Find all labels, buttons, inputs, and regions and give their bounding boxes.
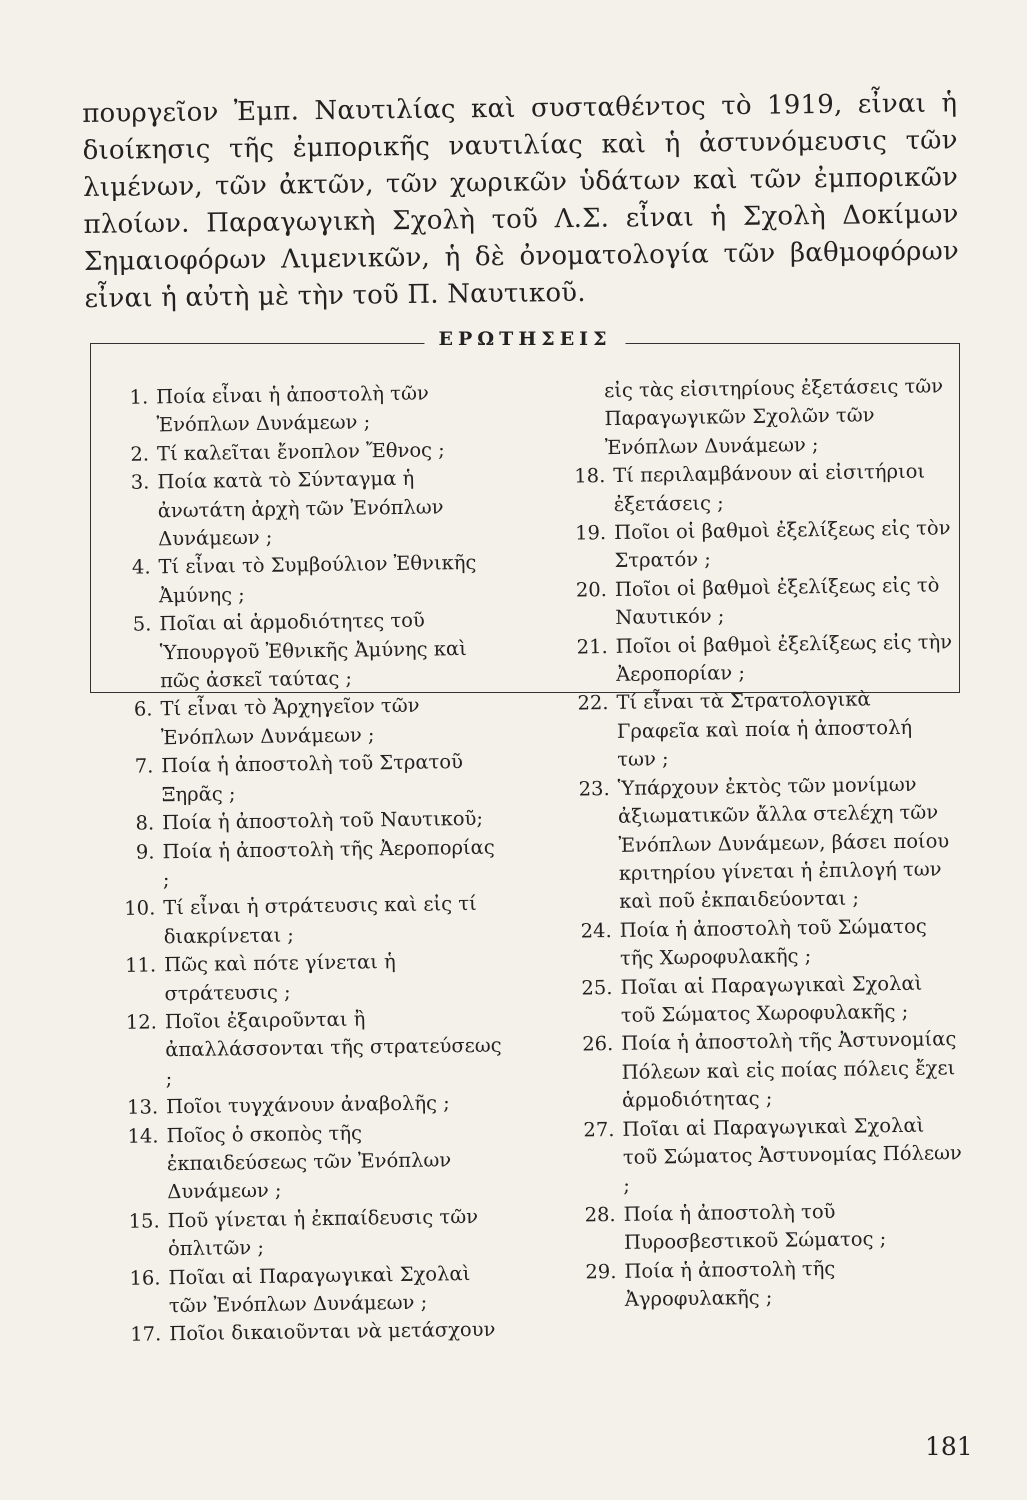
intro-paragraph: πουργεῖον Ἐμπ. Ναυτιλίας καὶ συσταθέντος τὸ 1919, εἶναι ἡ διοίκησις τῆς ἐμπορικῆς ναυτιλίας καὶ ἡ ἀστυνόμευσις τῶν λιμένων, τῶν ἀκτῶν, τῶν χωρικῶν ὑδάτων καὶ τῶν ἐμπορικῶν πλοίων. Παραγωγικὴ Σχολὴ τοῦ Λ.Σ. εἶναι ἡ Σχολὴ Δοκίμων Σημαιοφόρων Λιμενικῶν, ἡ δὲ ὀνοματολογία τῶν βαθμοφόρων εἶναι ἡ αὐτὴ μὲ τὴν τοῦ Π. Ναυτικοῦ.	[82, 88, 960, 314]
question-item	[116, 947, 502, 1009]
question-text: Τί καλεῖται ἔνοπλον Ἔθνος ;	[156, 438, 445, 466]
question-item	[564, 969, 960, 1031]
question-text: Ποία ἡ ἀποστολὴ τοῦ Στρατοῦ Ξηρᾶς ;	[161, 750, 464, 806]
questions-left-column	[108, 379, 506, 1350]
question-item	[567, 1196, 963, 1258]
question-item	[117, 1004, 503, 1095]
question-item	[559, 571, 955, 633]
question-number: 3.	[130, 470, 150, 494]
question-number: 1.	[129, 385, 149, 409]
question-number: 11.	[124, 953, 157, 977]
questions-title: ΕΡΩΤΗΣΕΙΣ	[424, 328, 625, 350]
question-17-continuation: εἰς τὰς εἰσιτηρίους ἐξετάσεις τῶν Παραγωγικῶν Σχολῶν τῶν Ἐνόπλων Δυνάμεων ;	[603, 374, 944, 459]
question-number: 25.	[581, 975, 613, 999]
question-item	[121, 1316, 506, 1350]
question-number: 9.	[135, 839, 155, 864]
question-text: Πῶς καὶ πότε γίνεται ἡ στράτευσις ;	[163, 950, 396, 1005]
question-number: 15.	[128, 1209, 160, 1233]
question-text: Ποία ἡ ἀποστολὴ τοῦ Ναυτικοῦ;	[161, 806, 484, 835]
question-number: 2.	[130, 442, 150, 466]
question-text: Τί εἶναι τὸ Ἀρχηγεῖον τῶν Ἐνόπλων Δυνάμεων ;	[160, 694, 420, 750]
question-text: Τί εἶναι τὰ Στρατολογικὰ Γραφεῖα καὶ ποία ἡ ἀποστολή των ;	[616, 687, 913, 772]
question-text: Ποῖαι αἱ ἁρμοδιότητες τοῦ Ὑπουργοῦ Ἐθνικῆς Ἀμύνης καὶ πῶς ἀσκεῖ ταύτας ;	[159, 608, 467, 693]
question-item	[557, 457, 953, 519]
question-text: Ποῖαι αἱ Παραγωγικαὶ Σχολαὶ τῶν Ἐνόπλων Δυνάμεων ;	[168, 1261, 471, 1318]
question-number: 13.	[126, 1095, 159, 1119]
question-text: Τί εἶναι ἡ στράτευσις καὶ εἰς τί διακρίνεται ;	[163, 892, 477, 948]
question-item	[568, 1253, 964, 1315]
question-item	[114, 833, 500, 895]
question-number: 19.	[574, 521, 607, 545]
question-item	[562, 770, 959, 918]
question-item	[109, 464, 495, 555]
question-item	[118, 1117, 504, 1208]
question-text: Ποῖοι οἱ βαθμοὶ ἐξελίξεως εἰς τὸν Στρατόν ;	[613, 516, 951, 573]
question-item	[558, 514, 954, 576]
question-number: 8.	[135, 811, 155, 835]
question-number: 20.	[575, 577, 608, 602]
question-text: Ποῖοι δικαιοῦνται νὰ μετάσχουν	[169, 1318, 496, 1346]
question-number: 7.	[134, 754, 154, 778]
question-number: 10.	[124, 896, 156, 921]
question-text: Τί εἶναι τὸ Συμβούλιον Ἐθνικῆς Ἀμύνης ;	[158, 551, 477, 608]
questions-right-column	[556, 372, 964, 1315]
question-number: 12.	[125, 1010, 158, 1034]
question-item	[108, 379, 494, 441]
question-item	[112, 691, 498, 753]
question-item	[565, 1026, 961, 1117]
question-number: 4.	[131, 555, 151, 580]
question-item	[563, 912, 959, 974]
question-text: Ποία ἡ ἀποστολὴ τοῦ Πυροσβεστικοῦ Σώματος ;	[623, 1199, 887, 1255]
question-number: 6.	[133, 697, 153, 722]
question-number: 14.	[127, 1123, 159, 1148]
question-number: 18.	[574, 464, 606, 488]
question-text: Ποῖοι οἱ βαθμοὶ ἐξελίξεως εἰς τὴν Ἀεροπορίαν ;	[615, 629, 953, 686]
question-text: Ποῖος ὁ σκοπὸς τῆς ἐκπαιδεύσεως τῶν Ἐνόπλων Δυνάμεων ;	[166, 1121, 452, 1204]
question-number: 29.	[585, 1259, 617, 1284]
question-number: 5.	[132, 612, 152, 636]
question-text: Ποία κατὰ τὸ Σύνταγμα ἡ ἀνωτάτη ἀρχὴ τῶν Ἐνόπλων Δυνάμεων ;	[157, 466, 444, 551]
question-text: Ποία εἶναι ἡ ἀποστολὴ τῶν Ἐνόπλων Δυνάμεων ;	[156, 381, 429, 437]
question-text: Ποῦ γίνεται ἡ ἐκπαίδευσις τῶν ὁπλιτῶν ;	[167, 1204, 479, 1261]
question-number: 16.	[129, 1265, 161, 1290]
question-number: 27.	[583, 1117, 615, 1141]
question-item	[115, 890, 501, 952]
question-number: 17.	[130, 1322, 162, 1347]
question-text: Ποῖαι αἱ Παραγωγικαὶ Σχολαὶ τοῦ Σώματος Χωροφυλακῆς ;	[620, 971, 923, 1027]
question-item	[560, 628, 956, 690]
question-item	[120, 1202, 506, 1264]
question-item	[111, 606, 497, 697]
question-text: Ποῖοι οἱ βαθμοὶ ἐξελίξεως εἰς τὸ Ναυτικόν ;	[614, 573, 940, 630]
question-number: 22.	[577, 691, 609, 715]
question-number: 23.	[578, 776, 610, 801]
question-text: Τί περιλαμβάνουν αἱ εἰσιτήριοι ἐξετάσεις ;	[613, 459, 926, 516]
question-item	[120, 1259, 506, 1321]
question-text: Ποῖοι τυγχάνουν ἀναβολῆς ;	[165, 1091, 450, 1119]
question-number: 28.	[584, 1202, 616, 1227]
intro-text	[82, 85, 960, 318]
question-number: 26.	[582, 1032, 614, 1056]
page-number: 181	[925, 1432, 973, 1461]
question-text: Ποία ἡ ἀποστολὴ τῆς Ἀγροφυλακῆς ;	[624, 1256, 836, 1311]
question-text: Ποία ἡ ἀποστολὴ τῆς Ἀστυνομίας Πόλεων καὶ εἰς ποίας πόλεις ἔχει ἁρμοδιότητας ;	[621, 1027, 957, 1113]
question-text: Ποῖαι αἱ Παραγωγικαὶ Σχολαὶ τοῦ Σώματος Ἀστυνομίας Πόλεων ;	[622, 1113, 962, 1198]
question-number: 21.	[576, 634, 608, 659]
question-text: Ποία ἡ ἀποστολὴ τοῦ Σώματος τῆς Χωροφυλακῆς ;	[619, 914, 927, 971]
question-item	[113, 748, 499, 810]
question-item	[566, 1111, 962, 1202]
question-text: Ὑπάρχουν ἐκτὸς τῶν μονίμων ἀξιωματικῶν ἄλλα στελέχη τῶν Ἐνόπλων Δυνάμεων, βάσει ποίου κριτηρίου γίνεται ἡ ἐπιλογή των καὶ ποῦ ἐκπαιδεύονται ;	[617, 772, 950, 914]
question-text: Ποῖοι ἐξαιροῦνται ἢ ἀπαλλάσσονται τῆς στρατεύσεως ;	[164, 1007, 502, 1091]
question-text: Ποία ἡ ἀποστολὴ τῆς Ἀεροπορίας ;	[162, 835, 495, 892]
question-number: 24.	[580, 918, 612, 943]
question-item	[110, 549, 496, 611]
question-item	[560, 685, 956, 776]
